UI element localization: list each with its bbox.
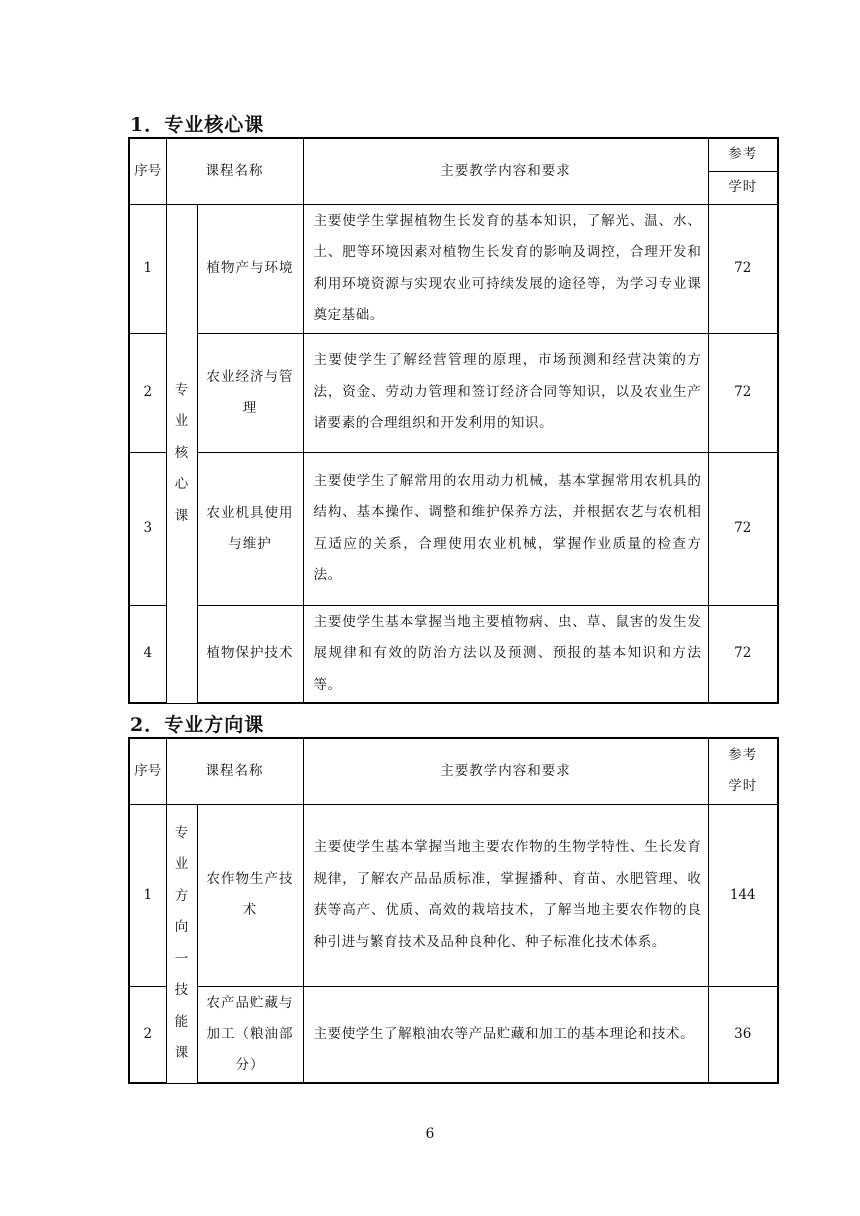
row-content: 主要使学生掌握植物生长发育的基本知识，了解光、温、水、土、肥等环境因素对植物生长发育的影响及调控，合理开发和利用环境资源与实现农业可持续发展的途径等，为学习专业课奠定基础。 <box>303 204 708 333</box>
row-seq: 2 <box>129 986 166 1083</box>
row-hours: 72 <box>708 204 778 333</box>
row-seq: 3 <box>129 452 166 605</box>
row-course-name: 植物保护技术 <box>197 605 303 703</box>
row-hours: 72 <box>708 452 778 605</box>
row-course-name: 农业机具使用与维护 <box>197 452 303 605</box>
header-seq: 序号 <box>129 738 166 804</box>
header-hours-2: 学时 <box>708 171 778 204</box>
section-1-title: 1．专业核心课 <box>130 114 265 136</box>
header-content: 主要教学内容和要求 <box>303 138 708 204</box>
header-hours-1: 参考 <box>708 138 778 171</box>
row-course-name: 植物产与环境 <box>197 204 303 333</box>
section-2-title: 2．专业方向课 <box>130 714 265 736</box>
table-row <box>129 804 778 986</box>
core-course-table <box>128 137 779 704</box>
group-label: 专 业 核 心 课 <box>166 204 197 703</box>
table-row <box>129 333 778 452</box>
header-course: 课程名称 <box>166 738 303 804</box>
row-course-name: 农业经济与管理 <box>197 333 303 452</box>
row-hours: 36 <box>708 986 778 1083</box>
row-seq: 4 <box>129 605 166 703</box>
row-content: 主要使学生了解粮油农等产品贮藏和加工的基本理论和技术。 <box>303 986 708 1083</box>
table-row <box>129 986 778 1083</box>
row-hours: 144 <box>708 804 778 986</box>
row-seq: 1 <box>129 804 166 986</box>
row-content: 主要使学生基本掌握当地主要植物病、虫、草、鼠害的发生发展规律和有效的防治方法以及预测、预报的基本知识和方法等。 <box>303 605 708 703</box>
group-label: 专 业 方 向 一 技 能 课 <box>166 804 197 1083</box>
header-seq: 序号 <box>129 138 166 204</box>
row-course-name: 农产品贮藏与加工（粮油部分） <box>197 986 303 1083</box>
row-hours: 72 <box>708 333 778 452</box>
row-content: 主要使学生了解常用的农用动力机械，基本掌握常用农机具的结构、基本操作、调整和维护保养方法，并根据农艺与农机相互适应的关系，合理使用农业机械，掌握作业质量的检查方法。 <box>303 452 708 605</box>
row-hours: 72 <box>708 605 778 703</box>
row-seq: 1 <box>129 204 166 333</box>
table-row <box>129 204 778 333</box>
table-row <box>129 452 778 605</box>
direction-course-table <box>128 737 779 1084</box>
row-content: 主要使学生了解经营管理的原理，市场预测和经营决策的方法，资金、劳动力管理和签订经济合同等知识，以及农业生产诸要素的合理组织和开发利用的知识。 <box>303 333 708 452</box>
header-course: 课程名称 <box>166 138 303 204</box>
row-course-name: 农作物生产技术 <box>197 804 303 986</box>
header-content: 主要教学内容和要求 <box>303 738 708 804</box>
header-hours: 参考 学时 <box>708 738 778 804</box>
table-row <box>129 605 778 703</box>
page-number: 6 <box>425 1126 435 1142</box>
row-seq: 2 <box>129 333 166 452</box>
row-content: 主要使学生基本掌握当地主要农作物的生物学特性、生长发育规律，了解农产品品质标准，掌握播种、育苗、水肥管理、收获等高产、优质、高效的栽培技术，了解当地主要农作物的良种引进与繁育技术及品种良种化、种子标准化技术体系。 <box>303 804 708 986</box>
